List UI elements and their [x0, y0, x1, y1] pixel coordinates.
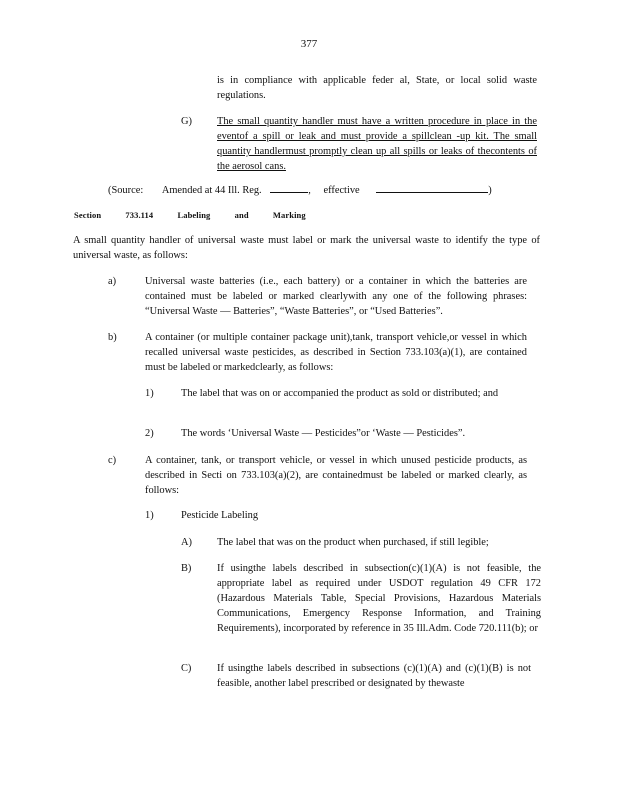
effective-blank — [376, 181, 488, 193]
section-heading — [74, 208, 328, 223]
item-c1c-text: If usingthe labels described in subsections (c)(1)(A) and (c)(1)(B) is not feasible, another label prescribed or designated by thewaste — [217, 663, 531, 689]
item-g-label: G) — [181, 116, 192, 127]
item-b1-label: 1) — [145, 388, 154, 399]
item-c1b-text: If usingthe labels described in subsection(c)(1)(A) is not feasible, the appropriate label as required under USDOT regulation 49 CFR 172 (Hazardous Materials Table, Special Provisions, Hazardous Materials Communications, Emergency Response Information, and Training Requirements), incorporated by reference in 35 Ill.Adm. Code 720.111(b); or — [217, 563, 541, 634]
source-comma: , — [308, 185, 311, 196]
source-prefix: (Source: — [108, 185, 144, 196]
item-g-text: The small quantity handler must have a written procedure in place in the eventof a spill or leak and must provide a spillclean -up kit. The small quantity handlermust promptly clean up all spills or leaks of thecontents of the aerosol cans. — [217, 116, 537, 172]
item-c-text: A container, tank, or transport vehicle, or vessel in which unused pesticide products, as described in Secti on 733.103(a)(2), are containedmust be labeled or marked clearly, as follows: — [145, 455, 527, 496]
source-effective: effective — [323, 185, 360, 196]
intro-paragraph: A small quantity handler of universal waste must label or mark the universal waste to identify the type of universal waste, as follows: — [73, 235, 540, 261]
item-a-label: a) — [108, 276, 117, 287]
item-c1-text: Pesticide Labeling — [181, 510, 259, 521]
item-b2-label: 2) — [145, 428, 154, 439]
reg-blank — [270, 181, 308, 193]
section-number: 733.114 — [125, 210, 154, 220]
item-b-text: A container (or multiple container package unit),tank, transport vehicle,or vessel in which recalled universal waste pesticides, as described in Section 733.103(a)(1), are contained must be labeled or markedclearly, as follows: — [145, 332, 527, 373]
source-amended: Amended at 44 Ill. Reg. — [161, 185, 262, 196]
item-c1b-label: B) — [181, 563, 192, 574]
item-c1-label: 1) — [145, 510, 154, 521]
page-number: 377 — [300, 38, 318, 50]
item-c1a-label: A) — [181, 537, 192, 548]
source-note — [108, 181, 548, 198]
item-b1-text: The label that was on or accompanied the product as sold or distributed; and — [181, 388, 499, 399]
heading-word-marking: Marking — [272, 210, 306, 220]
item-c1c-label: C) — [181, 663, 192, 674]
heading-word-and: and — [234, 210, 249, 220]
source-suffix: ) — [488, 185, 492, 196]
item-c1a-text: The label that was on the product when purchased, if still legible; — [217, 537, 489, 548]
item-b2-text: The words ‘Universal Waste — Pesticides”or ‘Waste — Pesticides”. — [181, 428, 466, 439]
item-c-label: c) — [108, 455, 117, 466]
item-a-text: Universal waste batteries (i.e., each battery) or a container in which the batteries are contained must be labeled or marked clearlywith any one of the following phrases: “Universal Waste — Batteries”, “Waste Batteries”, or “Used Batteries”. — [145, 276, 527, 317]
section-word: Section — [74, 210, 102, 220]
heading-word-labeling: Labeling — [177, 210, 211, 220]
continuation-text: is in compliance with applicable feder al, State, or local solid waste regulations. — [217, 75, 537, 101]
item-b-label: b) — [108, 332, 117, 343]
